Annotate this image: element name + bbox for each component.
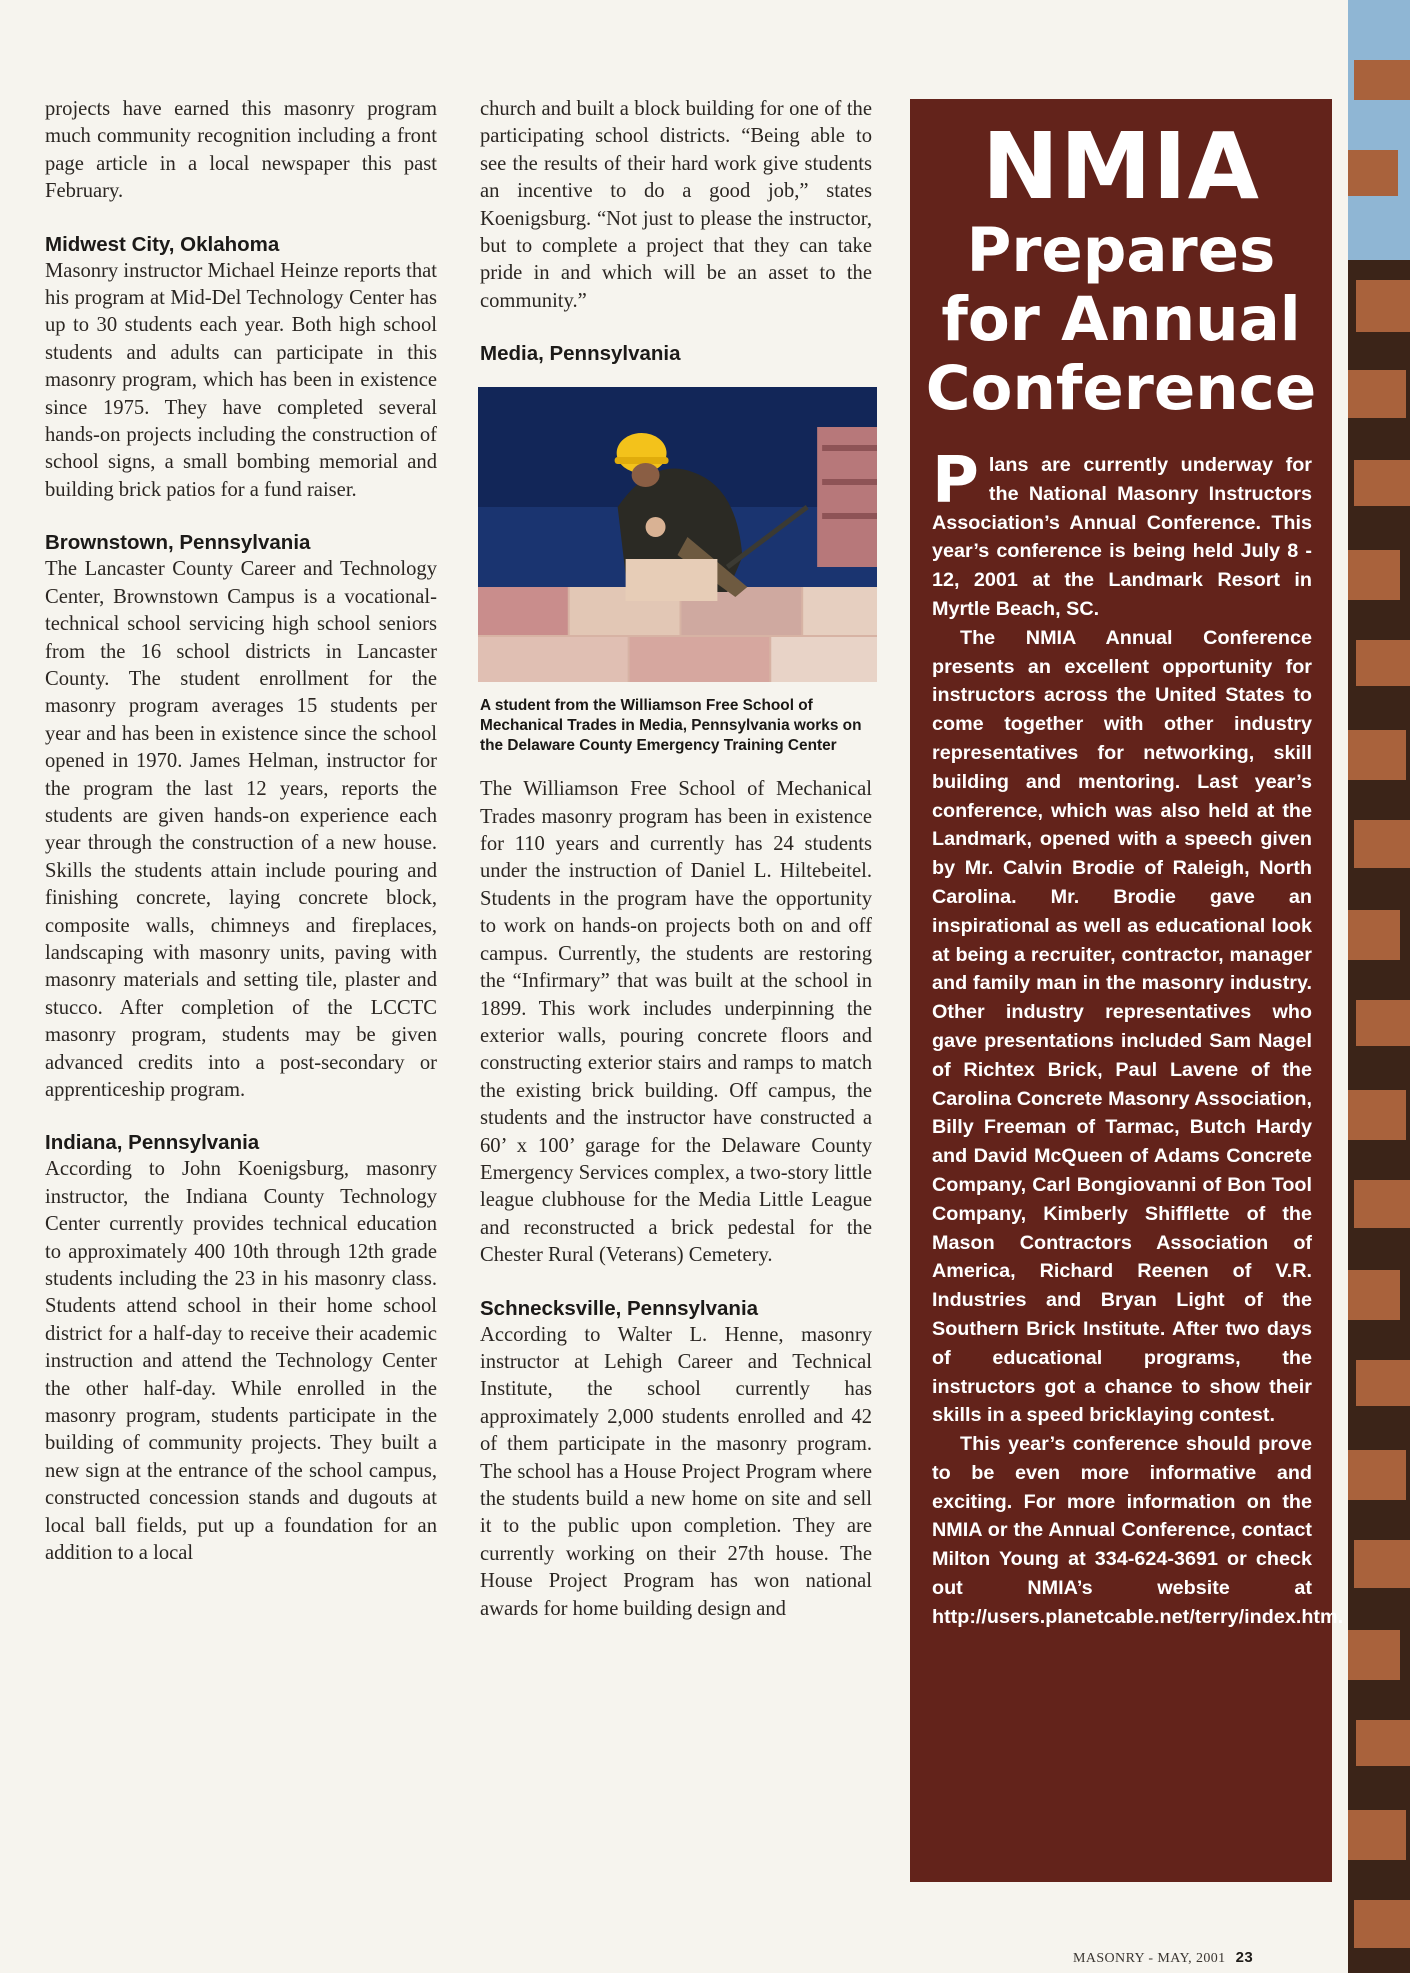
section-heading-media: Media, Pennsylvania	[480, 342, 681, 366]
sidebar-title-nmia: NMIA	[982, 113, 1260, 220]
sidebar-paragraph	[932, 444, 1312, 624]
photo-illustration	[478, 387, 877, 682]
brick	[1348, 1810, 1406, 1860]
brick	[1348, 730, 1406, 780]
brick	[1348, 1630, 1400, 1680]
photo-hard-hat-brim	[615, 457, 669, 464]
section-heading-brownstown: Brownstown, Pennsylvania	[45, 531, 311, 555]
brick	[1354, 820, 1410, 868]
brick	[1348, 550, 1400, 600]
brick	[1348, 150, 1398, 196]
brick-edge-sky	[1348, 0, 1410, 260]
brick-edge-decoration	[1348, 0, 1410, 1973]
sidebar-nmia-box	[910, 99, 1344, 1882]
page-footer	[1073, 1949, 1253, 1967]
brick	[1348, 1270, 1400, 1320]
photo-block-in-hand	[626, 559, 718, 601]
sidebar-paragraph: This year’s conference should prove to be even more informative and exciting. For more information on the NMIA or the Annual Conference, contact Milton Young at 334-624-3691 or check out NMIA’s website at http://users.planetcable.net/terry/index.htm.	[932, 1433, 1344, 1628]
photo-mortar-line	[822, 479, 877, 485]
brick	[1356, 640, 1410, 686]
paragraph: church and built a block building for one of the participating school districts. “Being able to see the results of their hard work give students an incentive to do a good job,” states Koenigsburg. “Not just to please the instructor, but to complete a project that they can take pride in and which will be an asset to the community.”	[480, 98, 872, 312]
section-heading-midwest-city: Midwest City, Oklahoma	[45, 232, 280, 256]
sidebar-body	[932, 444, 1344, 1632]
paragraph: Masonry instructor Michael Heinze reports that his program at Mid-Del Technology Center has up to 30 students each year. Both high school students and adults can participate in this masonry program, which has been in existence since 1975. They have completed several hands-on projects including the construction of school signs, a small bombing memorial and building brick patios for a fund raiser.	[45, 259, 437, 501]
brick	[1348, 1450, 1406, 1500]
photo-mortar-line	[822, 445, 877, 451]
brick	[1356, 1000, 1410, 1046]
photo-caption: A student from the Williamson Free School of Mechanical Trades in Media, Pennsylvania works on the Delaware County Emergency Training Center	[480, 697, 862, 755]
brick	[1356, 1360, 1410, 1406]
brick	[1354, 1900, 1410, 1948]
page-number: 23	[1235, 1949, 1254, 1966]
photo-concrete-block	[478, 637, 628, 682]
sidebar-title-line3: for Annual	[941, 284, 1301, 355]
brick	[1356, 1720, 1410, 1766]
paragraph: According to John Koenigsburg, masonry instructor, the Indiana County Technology Center currently provides technical education to approximately 400 10th through 12th grade students including the 23 in his masonry class. Students attend school in their home school district for a half-day to receive their academic instruction and attend the Technology Center the other half-day. While enrolled in the masonry program, students participate in the building of community projects. They built a new sign at the entrance of the school campus, constructed concession stands and dugouts at local ball fields, put up a foundation for an addition to a local	[45, 1158, 437, 1565]
brick	[1348, 910, 1400, 960]
brick	[1354, 1540, 1410, 1588]
sidebar-paragraph: The NMIA Annual Conference presents an excellent opportunity for instructors across the United States to come together with other industry representatives for networking, skill building and mentoring. Last year’s conference, which was also held at the Landmark, opened with a speech given by Mr. Calvin Brodie of Raleigh, North Carolina. Mr. Brodie gave an inspirational as well as educational look at being a recruiter, contractor, manager and family man in the masonry industry. Other industry representatives who gave presentations included Sam Nagel of Richtex Brick, Paul Lavene of the Carolina Concrete Masonry Association, Billy Freeman of Tarmac, Butch Hardy and David McQueen of Adams Concrete Company, Carl Bongiovanni of Bon Tool Company, Kimberly Shifflette of the Mason Contractors Association of America, Richard Reenen of V.R. Industries and Bryan Light of the Southern Brick Institute. After two days of educational programs, the instructors got a chance to show their skills in a speed bricklaying contest.	[932, 626, 1312, 1427]
brick	[1354, 60, 1410, 100]
footer-magazine-issue: MASONRY - MAY, 2001	[1073, 1951, 1226, 1966]
brick	[1348, 1090, 1406, 1140]
photo-concrete-block	[630, 637, 770, 682]
brick	[1348, 370, 1406, 418]
paragraph: The Lancaster County Career and Technology Center, Brownstown Campus is a vocational-technical school servicing high school seniors from the 16 school districts in Lancaster County. The student enrollment for the masonry program averages 15 students per year and has been in existence since the school opened in 1970. James Helman, instructor for the program the last 12 years, reports the students are given hands-on experience each year through the construction of a new house. Skills the students attain include pouring and finishing concrete, laying concrete block, composite walls, chimneys and fireplaces, landscaping with masonry units, paving with masonry materials and setting tile, plaster and stucco. After completion of the LCCTC masonry program, students may be given advanced credits into a post-secondary or apprenticeship program.	[45, 558, 437, 1101]
photo-brick-block	[478, 587, 568, 635]
section-heading-schnecksville: Schnecksville, Pennsylvania	[480, 1296, 759, 1320]
photo-concrete-block	[771, 637, 877, 682]
photo-concrete-block	[803, 587, 877, 635]
paragraph: According to Walter L. Henne, masonry instructor at Lehigh Career and Technical Institute, the school currently has approximately 2,000 students enrolled and 42 of them participate in the masonry program. The school has a House Project Program where the students build a new home on site and sell it to the public upon completion. They are currently working on their 27th house. The House Project Program has won national awards for home building design and	[480, 1323, 872, 1620]
sidebar-title-line2: Prepares	[966, 215, 1276, 286]
photo-student-bricklaying	[478, 387, 877, 682]
sidebar-paragraph-text: lans are currently underway for the National Masonry Instructors Association’s Annual Conference. This year’s conference is being held July 8 - 12, 2001 at the Landmark Resort in Myrtle Beach, SC.	[932, 454, 1312, 620]
sidebar-title-line4: Conference	[925, 353, 1317, 424]
column-left	[45, 96, 437, 1568]
photo-worker-hand	[646, 517, 666, 537]
brick	[1356, 280, 1410, 332]
paragraph: projects have earned this masonry program much community recognition including a front page article in a local newspaper this past February.	[45, 98, 437, 203]
column-middle	[480, 96, 872, 1623]
paragraph: The Williamson Free School of Mechanical Trades masonry program has been in existence for 110 years and currently has 24 students under the instruction of Daniel L. Hiltebeitel. Students in the program have the opportunity to work on hands-on projects both on and off campus. Currently, the students are restoring the “Infirmary” that was built at the school in 1899. This work includes underpinning the exterior walls, pouring concrete floors and constructing exterior stairs and ramps to match the existing brick building. Off campus, the students and the instructor have constructed a 60’ x 100’ garage for the Delaware County Emergency Services complex, a two-story little league clubhouse for the Media Little League and reconstructed a brick pedestal for the Chester Rural (Veterans) Cemetery.	[480, 778, 872, 1267]
brick	[1354, 460, 1410, 506]
brick-edge-illustration	[1348, 0, 1410, 1973]
photo-mortar-line	[822, 513, 877, 519]
photo-worker-face	[632, 463, 660, 487]
brick	[1354, 1180, 1410, 1228]
section-heading-indiana: Indiana, Pennsylvania	[45, 1131, 260, 1155]
drop-cap: P	[932, 444, 979, 518]
